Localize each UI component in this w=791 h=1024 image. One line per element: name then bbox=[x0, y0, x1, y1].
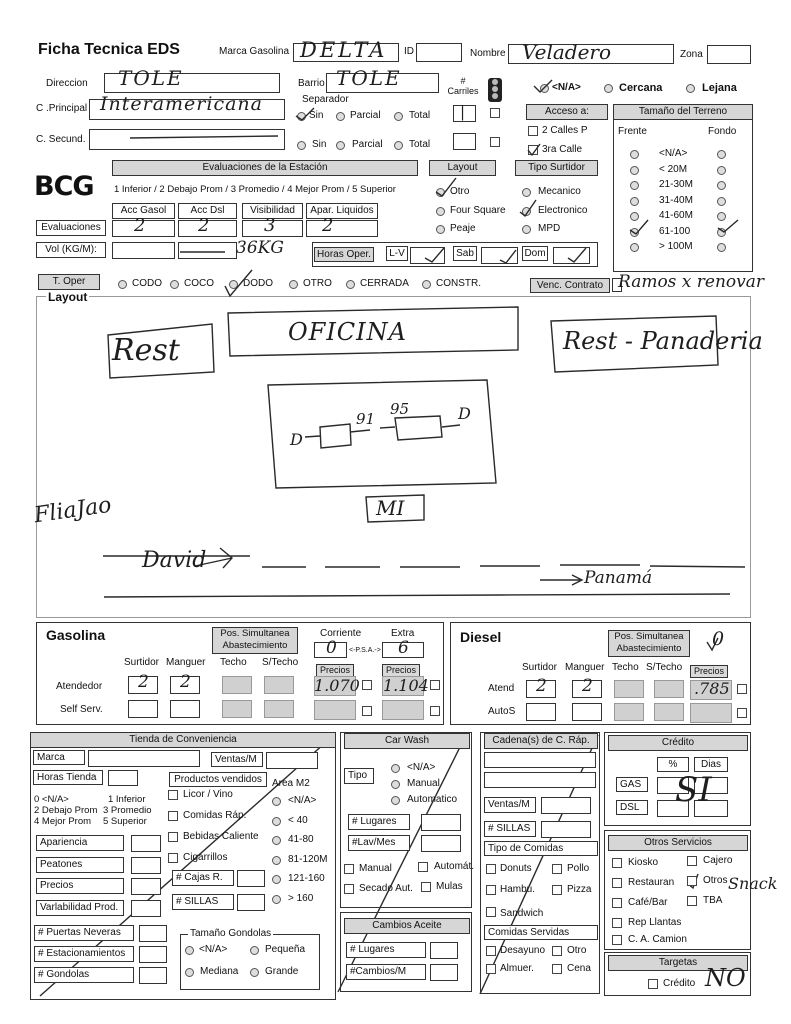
carwash-lugares-field[interactable] bbox=[421, 814, 461, 831]
area-label-0: <N/A> bbox=[288, 795, 317, 806]
g-stecho-field[interactable] bbox=[264, 676, 294, 694]
separador-total-label: Total bbox=[409, 110, 431, 121]
gondolas-label: # Gondolas bbox=[34, 967, 134, 983]
servicio-check-7[interactable] bbox=[612, 935, 622, 945]
marca-value: DELTA bbox=[300, 38, 388, 62]
d-techo-field[interactable] bbox=[614, 680, 644, 698]
layout-sketch-label: Layout bbox=[48, 290, 88, 304]
carwash-mulas-label: Mulas bbox=[436, 881, 463, 892]
g-surtidor-header: Surtidor bbox=[124, 657, 160, 668]
scale-2: 2 Debajo Prom bbox=[34, 805, 98, 816]
toper-label: T. Oper bbox=[38, 274, 100, 290]
productos-header: Productos vendidos bbox=[169, 772, 267, 787]
carwash-secado-check[interactable] bbox=[344, 884, 354, 894]
rating-field-1[interactable] bbox=[131, 857, 161, 874]
producto-label-2: Bebidas Caliente bbox=[183, 831, 259, 842]
tienda-marca-label: Marca bbox=[33, 750, 85, 765]
g-techo-field[interactable] bbox=[222, 676, 252, 694]
tipo-comidas-header: Tipo de Comidas bbox=[484, 841, 598, 856]
marca-label: Marca Gasolina bbox=[219, 46, 290, 57]
gasolina-pos-header: Pos. Simultanea Abastecimiento bbox=[212, 627, 298, 654]
tienda-sillas-label: # SILLAS bbox=[172, 894, 234, 910]
cadena-sillas-field[interactable] bbox=[541, 821, 591, 838]
venc-value: Ramos x renovar bbox=[618, 272, 765, 292]
producto-label-3: Cigarrillos bbox=[183, 852, 228, 863]
credito-header: Crédito bbox=[608, 735, 748, 751]
pct-header: % bbox=[657, 757, 689, 772]
g-techo-header: Techo bbox=[220, 657, 247, 668]
tienda-marca-field[interactable] bbox=[88, 750, 200, 767]
d-precio-check[interactable] bbox=[737, 684, 747, 694]
d-self-manguer-field[interactable] bbox=[572, 703, 602, 721]
id-label: ID bbox=[404, 46, 414, 57]
separador2-parcial-label: Parcial bbox=[352, 139, 383, 150]
credito-si-value: SI bbox=[675, 770, 712, 810]
chevron-1 bbox=[296, 108, 314, 120]
carwash-manual-label: Manual bbox=[407, 778, 440, 789]
toper-label-2: DODO bbox=[243, 278, 273, 289]
frente-label: Frente bbox=[618, 126, 647, 137]
carwash-auto-label: Automatico bbox=[407, 794, 458, 805]
sandwich-label: Sandwich bbox=[500, 908, 544, 919]
rating-field-3[interactable] bbox=[131, 900, 161, 917]
g-stecho-header: S/Techo bbox=[262, 657, 299, 668]
scale-0: 0 <N/A> bbox=[34, 794, 69, 805]
servicio-check-3[interactable] bbox=[687, 876, 697, 886]
cadena-field-2[interactable] bbox=[484, 772, 596, 788]
check-otro bbox=[436, 178, 456, 196]
cadena-field-1[interactable] bbox=[484, 752, 596, 768]
hambu-check[interactable] bbox=[486, 885, 496, 895]
sketch-d1: D bbox=[290, 430, 303, 449]
carwash-manual-radio[interactable] bbox=[391, 780, 400, 789]
g-self-precio-corr-field[interactable] bbox=[314, 700, 356, 720]
tienda-header: Tienda de Conveniencia bbox=[30, 732, 336, 748]
apar-liquidos-value: 2 bbox=[322, 215, 334, 236]
sketch-d2: D bbox=[458, 404, 471, 423]
d-stecho-header: S/Techo bbox=[646, 662, 683, 673]
check-dodo bbox=[225, 270, 252, 296]
horas-label: Horas Oper. bbox=[314, 247, 374, 262]
separador-sin-label: Sin bbox=[309, 110, 324, 121]
g-precio-extra-check[interactable] bbox=[430, 680, 440, 690]
proximity-cercana-label: Cercana bbox=[619, 82, 663, 94]
gondola-pequena-label: Pequeña bbox=[265, 944, 306, 955]
acc-dsl-value: 2 bbox=[198, 215, 210, 236]
d-surtidor-value: 2 bbox=[536, 676, 547, 696]
fondo-label: Fondo bbox=[708, 126, 737, 137]
credito-card-check[interactable] bbox=[648, 979, 658, 989]
g-self-surtidor-field[interactable] bbox=[128, 700, 158, 718]
pump1 bbox=[320, 424, 351, 448]
tienda-sillas-field[interactable] bbox=[237, 894, 265, 911]
g-precios-extra-header: Precios bbox=[382, 664, 420, 677]
evaluaciones-header: Evaluaciones de la Estación bbox=[112, 160, 418, 176]
check-41-60-fondo bbox=[718, 220, 738, 232]
credito-no-value: NO bbox=[705, 964, 746, 992]
area-radio-0[interactable] bbox=[272, 797, 281, 806]
gondola-na-label: <N/A> bbox=[199, 944, 228, 955]
check-lv bbox=[425, 248, 444, 262]
d-techo-header: Techo bbox=[612, 662, 639, 673]
rating-field-0[interactable] bbox=[131, 835, 161, 852]
servicio-label-2: Restauran bbox=[628, 877, 675, 888]
terreno-opt-label-3: 31-40M bbox=[659, 194, 693, 206]
terreno-opt-label-1: < 20M bbox=[659, 163, 688, 175]
check-dom bbox=[568, 248, 586, 262]
servicio-check-1[interactable] bbox=[687, 856, 697, 866]
servicio-label-4: Café/Bar bbox=[628, 897, 668, 908]
acc-gasol-value: 2 bbox=[134, 215, 146, 236]
carwash-na-label: <N/A> bbox=[407, 762, 436, 773]
area-radio-4[interactable] bbox=[272, 875, 281, 884]
cadena-sillas-label: # SILLAS bbox=[484, 821, 536, 837]
venc-label: Venc. Contrato bbox=[530, 278, 610, 293]
gondola-pequena-radio[interactable] bbox=[250, 946, 259, 955]
g-precio-corr-value: 1.070 bbox=[314, 676, 360, 695]
carwash-header: Car Wash bbox=[344, 733, 470, 749]
d-self-precio-check[interactable] bbox=[737, 708, 747, 718]
sketch-panama: Panamá bbox=[584, 568, 653, 588]
tienda-ventas-field[interactable] bbox=[266, 752, 318, 769]
scale-4: 4 Mejor Prom bbox=[34, 816, 92, 827]
cprincipal-value: Interamericana bbox=[100, 93, 263, 115]
separador-parcial-label: Parcial bbox=[350, 110, 381, 121]
d-self-techo-field[interactable] bbox=[614, 703, 644, 721]
g-manguer-header: Manguer bbox=[166, 657, 206, 668]
area-radio-2[interactable] bbox=[272, 836, 281, 845]
servicio-label-7: C. A. Camion bbox=[628, 934, 687, 945]
area-label-4: 121-160 bbox=[288, 873, 325, 884]
corriente-pos-value: 0 bbox=[326, 638, 337, 658]
g-manguer-value: 2 bbox=[180, 672, 191, 692]
nombre-label: Nombre bbox=[470, 48, 506, 59]
producto-label-0: Licor / Vino bbox=[183, 789, 233, 800]
cajas-label: # Cajas R. bbox=[172, 870, 234, 886]
d-self-precio-field[interactable] bbox=[690, 703, 732, 723]
otro-comida-label: Otro bbox=[567, 945, 587, 956]
cajas-field[interactable] bbox=[237, 870, 265, 887]
cadena-ventas-label: Ventas/M bbox=[484, 797, 536, 813]
d-manguer-header: Manguer bbox=[565, 662, 605, 673]
servicio-label-6: Rep Llantas bbox=[628, 917, 682, 928]
area-label-5: > 160 bbox=[288, 892, 314, 904]
d-precio-value: .785 bbox=[694, 679, 730, 698]
tienda-ventas-label: Ventas/M bbox=[211, 752, 263, 767]
d-stecho-field[interactable] bbox=[654, 680, 684, 698]
desayuno-check[interactable] bbox=[486, 946, 496, 956]
barrio-label: Barrio bbox=[298, 78, 325, 89]
horas-tienda-field[interactable] bbox=[108, 770, 138, 786]
otro-comida-check[interactable] bbox=[552, 946, 562, 956]
carwash-mulas-check[interactable] bbox=[421, 882, 431, 892]
carwash-auto-radio[interactable] bbox=[391, 796, 400, 805]
autos-label: AutoS bbox=[488, 706, 516, 717]
check-proximity bbox=[534, 80, 552, 92]
d-self-surtidor-field[interactable] bbox=[526, 703, 556, 721]
desayuno-label: Desayuno bbox=[500, 945, 546, 956]
gondolas-size-section bbox=[180, 934, 320, 990]
check-41-60 bbox=[630, 220, 648, 234]
arrow-panama bbox=[540, 575, 582, 585]
sandwich-check[interactable] bbox=[486, 907, 496, 917]
cena-check[interactable] bbox=[552, 964, 562, 974]
g-self-techo-field[interactable] bbox=[222, 700, 252, 718]
pollo-label: Pollo bbox=[567, 863, 590, 874]
terreno-opt-label-4: 41-60M bbox=[659, 210, 693, 221]
zona-label: Zona bbox=[680, 49, 703, 60]
proximity-lejana-label: Lejana bbox=[702, 82, 737, 94]
vol-label: Vol (KG/M): bbox=[36, 242, 106, 258]
servicio-check-2[interactable] bbox=[612, 878, 622, 888]
area-radio-5[interactable] bbox=[272, 895, 281, 904]
g-precio-corr-check[interactable] bbox=[362, 680, 372, 690]
carwash-lugares-label: # Lugares bbox=[348, 814, 410, 830]
acceso-2calles-label: 2 Calles P bbox=[542, 125, 588, 136]
gasolina-title: Gasolina bbox=[46, 627, 106, 643]
g-precio-extra-value: 1.104 bbox=[383, 676, 429, 695]
surtidor-mpd-label: MPD bbox=[538, 223, 561, 234]
cena-label: Cena bbox=[567, 963, 591, 974]
acc-gasol-header: Acc Gasol bbox=[112, 203, 175, 219]
sketch-rest-pan: Rest - Panaderia bbox=[563, 327, 763, 355]
rating-field-2[interactable] bbox=[131, 878, 161, 895]
gas-label: GAS bbox=[616, 777, 648, 792]
donuts-check[interactable] bbox=[486, 864, 496, 874]
scale-1: 1 Inferior bbox=[108, 794, 146, 805]
targetas-header: Targetas bbox=[608, 955, 748, 971]
corriente-label: Corriente bbox=[320, 628, 362, 639]
separador2-sin-label: Sin bbox=[312, 139, 327, 150]
pizza-check[interactable] bbox=[552, 885, 562, 895]
evaluaciones-scale: 1 Inferior / 2 Debajo Prom / 3 Promedio / 4 Mejor Prom / 5 Superior bbox=[114, 184, 396, 195]
g-self-precio-extra-field[interactable] bbox=[382, 700, 424, 720]
carwash-manual-chk-label: Manual bbox=[359, 863, 392, 874]
puertas-field[interactable] bbox=[139, 925, 167, 942]
toper-label-5: CONSTR. bbox=[436, 278, 481, 289]
direccion-value: TOLE bbox=[118, 66, 184, 90]
acc-dsl-header: Acc Dsl bbox=[178, 203, 237, 219]
surtidor-mecanico-label: Mecanico bbox=[538, 186, 581, 197]
producto-check-3[interactable] bbox=[168, 853, 178, 863]
surtidor-electronico-label: Electronico bbox=[538, 205, 588, 216]
terreno-opt-label-6: > 100M bbox=[659, 241, 693, 252]
extra-label: Extra bbox=[391, 628, 415, 639]
atend-label: Atend bbox=[488, 683, 515, 694]
rating-label-3: Varlabilidad Prod. bbox=[36, 900, 124, 916]
scale-5: 5 Superior bbox=[103, 816, 147, 827]
cambios-header: Cambios Aceite bbox=[344, 918, 470, 934]
producto-label-1: Comidas Ráp. bbox=[183, 810, 247, 821]
carwash-secado-label: Secado Aut. bbox=[359, 883, 413, 894]
gondola-grande-radio[interactable] bbox=[250, 968, 259, 977]
rating-label-0: Apariencia bbox=[36, 835, 124, 851]
apar-liquidos-header: Apar. Liquidos bbox=[306, 203, 378, 219]
gondolas-size-header: Tamaño Gondolas bbox=[190, 928, 272, 939]
visibilidad-value: 3 bbox=[264, 215, 276, 236]
pollo-check[interactable] bbox=[552, 864, 562, 874]
toper-label-1: COCO bbox=[184, 278, 214, 289]
psa-label: <-P.S.A.-> bbox=[349, 647, 381, 654]
carwash-automat-chk-label: Automát. bbox=[434, 861, 475, 872]
d-surtidor-header: Surtidor bbox=[522, 662, 558, 673]
acceso-header: Acceso a: bbox=[526, 104, 608, 120]
sab-label: Sab bbox=[453, 246, 477, 261]
otros-header: Otros Servicios bbox=[608, 835, 748, 851]
cambios-mes-label: #Cambios/M bbox=[346, 964, 426, 980]
credito-card-label: Crédito bbox=[663, 978, 696, 989]
carwash-manual-check[interactable] bbox=[344, 864, 354, 874]
donuts-label: Donuts bbox=[500, 863, 532, 874]
layout-foursquare-label: Four Square bbox=[450, 205, 506, 216]
cambios-lugares-label: # Lugares bbox=[346, 942, 426, 958]
area-radio-3[interactable] bbox=[272, 856, 281, 865]
layout-type-header: Layout bbox=[429, 160, 496, 176]
toper-label-3: OTRO bbox=[303, 278, 332, 289]
servicio-check-5[interactable] bbox=[687, 896, 697, 906]
carwash-automat-check[interactable] bbox=[418, 862, 428, 872]
pizza-label: Pizza bbox=[567, 884, 592, 895]
estac-field[interactable] bbox=[139, 946, 167, 963]
extra-pos-value: 6 bbox=[398, 638, 409, 658]
producto-check-0[interactable] bbox=[168, 790, 178, 800]
almuer-label: Almuer. bbox=[500, 963, 534, 974]
check-sab bbox=[500, 250, 516, 263]
gondola-grande-label: Grande bbox=[265, 966, 299, 977]
cadena-ventas-field[interactable] bbox=[541, 797, 591, 814]
sketch-95: 95 bbox=[390, 400, 410, 418]
estac-label: # Estacionamientos bbox=[34, 946, 134, 962]
visibilidad-header: Visibilidad bbox=[242, 203, 303, 219]
area-label-1: < 40 bbox=[288, 814, 308, 826]
otros-snack-value: Snack bbox=[728, 874, 778, 893]
g-self-manguer-field[interactable] bbox=[170, 700, 200, 718]
cadena-header: Cadena(s) de C. Ráp. bbox=[484, 733, 598, 749]
bcg-logo: BCG bbox=[34, 171, 94, 202]
carwash-lavmes-label: #Lav/Mes bbox=[348, 835, 410, 851]
area-label-3: 81-120M bbox=[288, 853, 328, 865]
servicio-label-0: Kiosko bbox=[628, 857, 659, 868]
carriles-label: # Carriles bbox=[447, 76, 479, 96]
atendedor-label: Atendedor bbox=[56, 681, 103, 692]
proximity-na-label: <N/A> bbox=[552, 82, 581, 93]
sketch-mi: MI bbox=[376, 496, 405, 520]
g-self-stecho-field[interactable] bbox=[264, 700, 294, 718]
producto-check-1[interactable] bbox=[168, 811, 178, 821]
gondola-mediana-label: Mediana bbox=[200, 966, 239, 977]
carwash-na-radio[interactable] bbox=[391, 764, 400, 773]
carriles-mark: | bbox=[460, 103, 466, 121]
gondolas-field[interactable] bbox=[139, 967, 167, 984]
sketch-flia: FliaJao bbox=[32, 492, 114, 529]
gondola-na-radio[interactable] bbox=[185, 946, 194, 955]
g-self-corr-check[interactable] bbox=[362, 706, 372, 716]
dias-header: Dias bbox=[694, 757, 728, 772]
csecund-line bbox=[130, 136, 278, 138]
sketch-david: David bbox=[142, 548, 207, 573]
road-line-2 bbox=[104, 594, 730, 597]
toper-label-4: CERRADA bbox=[360, 278, 409, 289]
terreno-header: Tamaño del Terreno bbox=[613, 104, 753, 120]
rating-label-1: Peatones bbox=[36, 857, 124, 873]
diesel-title: Diesel bbox=[460, 629, 502, 645]
servicio-label-3: Otros bbox=[703, 875, 728, 886]
servicio-check-4[interactable] bbox=[612, 898, 622, 908]
cambios-lugares-field[interactable] bbox=[430, 942, 458, 959]
acceso-3racalle-label: 3ra Calle bbox=[542, 144, 583, 155]
lv-label: L-V bbox=[386, 246, 408, 261]
separador2-total-label: Total bbox=[409, 139, 431, 150]
gondola-mediana-radio[interactable] bbox=[185, 968, 194, 977]
vol-value: 36KG bbox=[236, 238, 284, 258]
scale-3: 3 Promedio bbox=[103, 805, 152, 816]
surtidor-type-header: Tipo Surtidor bbox=[515, 160, 598, 176]
d-self-stecho-field[interactable] bbox=[654, 703, 684, 721]
servidas-header: Comidas Servidas bbox=[484, 925, 598, 940]
servicio-label-5: TBA bbox=[703, 895, 723, 906]
hambu-label: Hambu. bbox=[500, 884, 536, 895]
diesel-pos-header: Pos. Simultanea Abastecimiento bbox=[608, 630, 690, 657]
diesel-pos-value: 0 bbox=[712, 628, 725, 650]
almuer-check[interactable] bbox=[486, 964, 496, 974]
terreno-opt-label-0: <N/A> bbox=[659, 148, 688, 159]
terreno-opt-label-2: 21-30M bbox=[659, 179, 693, 190]
area-label-2: 41-80 bbox=[288, 834, 314, 845]
check-electronico bbox=[520, 200, 536, 216]
direccion-label: Direccion bbox=[46, 78, 88, 89]
toper-label-0: CODO bbox=[132, 278, 162, 289]
rating-label-2: Precios bbox=[36, 878, 124, 894]
servicio-check-6[interactable] bbox=[612, 918, 622, 928]
evaluaciones-row-label: Evaluaciones bbox=[36, 220, 106, 236]
area-radio-1[interactable] bbox=[272, 817, 281, 826]
barrio-value: TOLE bbox=[336, 66, 402, 90]
servicio-label-1: Cajero bbox=[703, 855, 733, 866]
cambios-mes-field[interactable] bbox=[430, 964, 458, 981]
producto-check-2[interactable] bbox=[168, 832, 178, 842]
page-title: Ficha Tecnica EDS bbox=[38, 41, 180, 58]
pump2 bbox=[395, 416, 442, 440]
d-precios-header: Precios bbox=[690, 665, 728, 678]
cprincipal-label: C .Principal bbox=[36, 103, 88, 114]
dom-label: Dom bbox=[522, 246, 548, 261]
layout-peaje-label: Peaje bbox=[450, 223, 476, 234]
carwash-lavmes-field[interactable] bbox=[421, 835, 461, 852]
layout-otro-label: Otro bbox=[450, 186, 470, 197]
self-label: Self Serv. bbox=[60, 704, 103, 715]
horas-tienda-label: Horas Tienda bbox=[33, 770, 103, 785]
terreno-opt-label-5: 61-100 bbox=[659, 225, 691, 237]
csecund-label: C. Secund. bbox=[36, 134, 86, 145]
dsl-label: DSL bbox=[616, 800, 648, 815]
separador-label: Separador bbox=[302, 94, 349, 105]
g-precios-corr-header: Precios bbox=[316, 664, 354, 677]
servicio-check-0[interactable] bbox=[612, 858, 622, 868]
check-3ra bbox=[528, 144, 540, 155]
area-header: Area M2 bbox=[272, 778, 310, 789]
g-surtidor-value: 2 bbox=[138, 672, 149, 692]
d-manguer-value: 2 bbox=[582, 676, 593, 696]
sketch-rest: Rest bbox=[112, 333, 180, 368]
carwash-tipo-label: Tipo bbox=[344, 768, 374, 784]
sketch-oficina: OFICINA bbox=[288, 318, 407, 346]
nombre-value: Veladero bbox=[522, 40, 612, 64]
sketch-91: 91 bbox=[356, 410, 376, 428]
puertas-label: # Puertas Neveras bbox=[34, 925, 134, 941]
g-self-extra-check[interactable] bbox=[430, 706, 440, 716]
